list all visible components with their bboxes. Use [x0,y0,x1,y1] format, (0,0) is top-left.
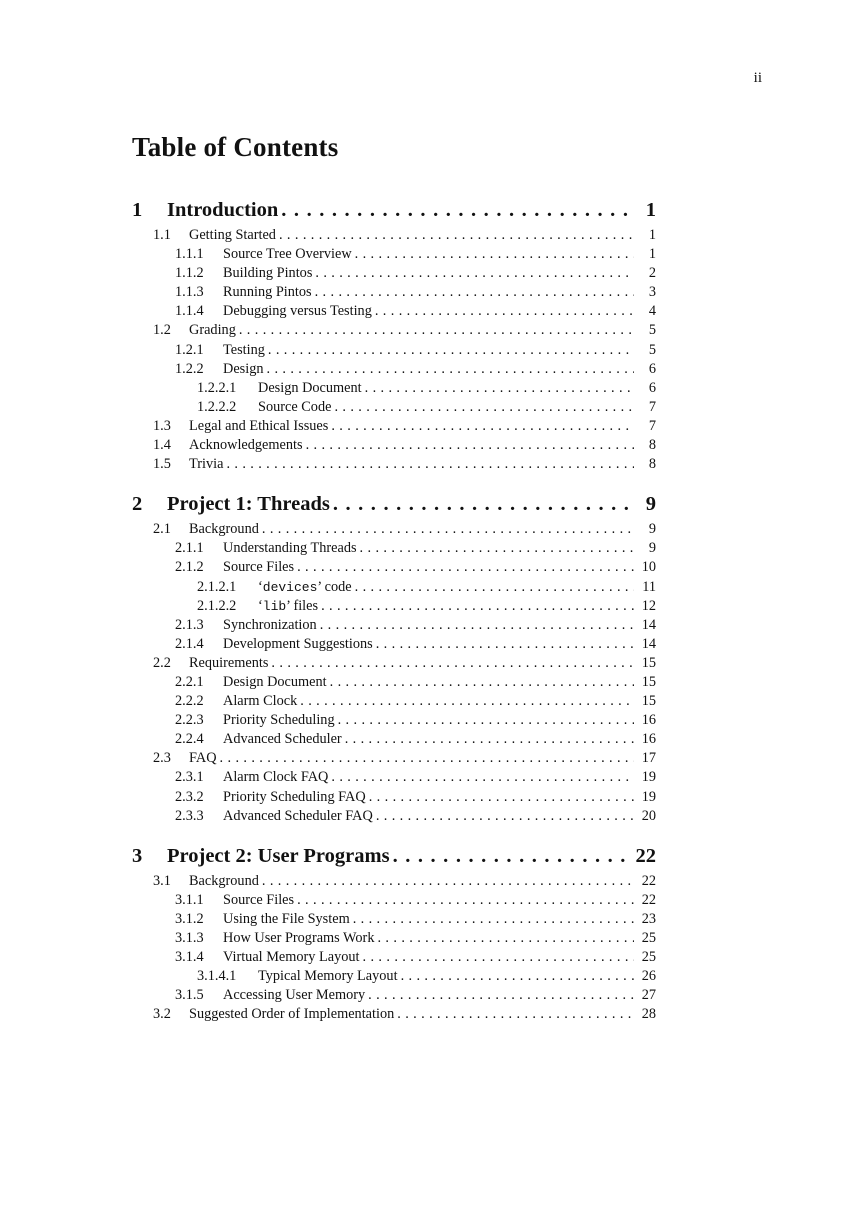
toc-entry-number: 3.1.5 [175,987,204,1004]
toc-sub-entry[interactable] [132,539,656,558]
toc-entry-page: 17 [641,750,656,767]
toc-sub-entry[interactable] [132,891,656,910]
toc-entry-title: Advanced Scheduler FAQ [223,807,373,824]
toc-sub-entry[interactable] [132,730,656,749]
toc-entry-number: 1.2.2 [175,360,204,377]
toc-entry-number: 1.1.3 [175,284,204,301]
toc-entry-number: 1.2.2.1 [197,379,237,396]
toc-dot-leader [306,436,634,455]
toc-entry-number: 3 [132,844,143,867]
toc-entry-title: Project 2: User Programs [167,844,390,867]
toc-entry-page: 14 [641,635,656,652]
toc-entry-page: 16 [641,712,656,729]
toc-entry-title: Acknowledgements [189,437,303,454]
toc-sub-entry[interactable] [132,692,656,711]
toc-sub-entry[interactable] [132,616,656,635]
toc-dot-leader [360,539,634,558]
toc-entry-title: How User Programs Work [223,930,375,946]
toc-section-entry[interactable] [132,654,656,673]
toc-subsub-entry[interactable] [132,379,656,398]
toc-entry-number: 3.1.2 [175,910,204,927]
toc-sub-entry[interactable] [132,788,656,807]
toc-entry-page: 8 [648,437,656,454]
toc-entry-title: Virtual Memory Layout [223,949,360,966]
toc-entry-title: Typical Memory Layout [258,968,398,985]
toc-dot-leader [268,341,634,360]
toc-dot-leader [320,616,634,635]
toc-chapter-entry[interactable] [132,841,656,871]
toc-dot-leader [368,986,634,1005]
toc-chapter-block [132,195,656,474]
toc-entry-page: 23 [641,910,656,927]
toc-dot-leader [377,929,634,948]
toc-dot-leader [279,226,634,245]
toc-entry-page: 6 [648,379,656,396]
toc-dot-leader [369,788,634,807]
toc-entry-number: 1.1.4 [175,303,204,320]
toc-sub-entry[interactable] [132,360,656,379]
toc-entry-title: Source Files [223,891,295,908]
toc-entry-number: 1.5 [153,456,171,473]
toc-entry-number: 2.2 [153,654,171,671]
toc-dot-leader [281,195,630,225]
toc-entry-number: 1.2.2.2 [197,398,237,415]
toc-sub-entry[interactable] [132,910,656,929]
toc-entry-number: 2.3.2 [175,788,204,805]
toc-dot-leader [393,841,630,871]
toc-entry-title: Introduction [167,199,279,221]
toc-dot-leader [271,654,634,673]
toc-entry-page: 19 [641,788,656,805]
toc-entry-number: 1.1.1 [175,246,204,263]
toc-entry-title: Debugging versus Testing [223,303,372,320]
toc-entry-page: 11 [642,578,656,595]
toc-entry-title: Priority Scheduling FAQ [223,788,366,805]
toc-chapter-entry[interactable] [132,489,656,519]
toc-dot-leader [267,360,634,379]
toc-sub-entry[interactable] [132,929,656,948]
toc-entry-title: Source Files [223,559,295,576]
toc-entry-title: Getting Started [189,227,276,243]
toc-entry-number: 2.1.1 [175,540,204,557]
toc-entry-page: 1 [648,246,656,263]
toc-entry-number: 2.1.2.2 [197,597,237,614]
toc-entry-page: 7 [648,398,656,415]
toc-subsub-entry[interactable] [132,578,656,597]
toc-entry-number: 3.1.3 [175,930,204,946]
toc-sub-entry[interactable] [132,635,656,654]
toc-entry-number: 1.2.1 [175,341,204,358]
toc-entry-number: 3.1.4 [175,949,204,966]
toc-entry-number: 2.3 [153,750,171,767]
toc-entry-title: Testing [223,341,265,358]
toc-entry-title: Design Document [223,673,327,690]
toc-entry-page: 25 [641,930,656,946]
toc-entry-page: 27 [641,987,656,1004]
toc-entry-number: 2.1.2.1 [197,578,237,595]
toc-entry-title: Priority Scheduling [223,712,335,729]
toc-sub-entry[interactable] [132,768,656,787]
toc-entry-title: Alarm Clock [223,693,298,710]
toc-dot-leader [262,872,634,891]
toc-entry-number: 2.2.1 [175,673,204,690]
toc-dot-leader [333,489,630,519]
toc-entry-title: Advanced Scheduler [223,731,342,748]
toc-dot-leader [375,302,634,321]
toc-entry-number: 2.3.1 [175,769,204,786]
toc-entry-page: 6 [648,360,656,377]
toc-entry-page: 15 [641,654,656,671]
toc-entry-page: 1 [645,199,656,221]
toc-entry-title: Development Suggestions [223,635,373,652]
toc-section-entry[interactable] [132,520,656,539]
toc-entry-title: Alarm Clock FAQ [223,769,329,786]
toc-entry-page: 9 [645,493,656,516]
toc-chapter-entry[interactable] [132,195,656,225]
toc-entry-title: Synchronization [223,616,317,633]
toc-entry-title: Source Tree Overview [223,246,352,263]
toc-entry-number: 2 [132,493,143,516]
toc-dot-leader [330,673,634,692]
toc-entry-number: 1.1.2 [175,265,204,282]
toc-dot-leader [239,321,634,340]
toc-entry-page: 1 [648,227,656,243]
toc-entry-page: 4 [648,303,656,320]
toc-dot-leader [353,910,634,929]
toc-entry-page: 3 [648,284,656,301]
toc-entry-page: 7 [648,417,656,434]
toc-entry-number: 2.2.4 [175,731,204,748]
toc-section-entry[interactable] [132,872,656,891]
toc-sub-entry[interactable] [132,245,656,264]
toc-entry-title: Suggested Order of Implementation [189,1006,395,1023]
toc-entry-title: FAQ [189,750,217,767]
toc-entry-page: 14 [641,616,656,633]
toc-entry-title: Legal and Ethical Issues [189,417,329,434]
toc-chapter-block [132,841,656,1025]
toc-dot-leader [345,730,634,749]
toc-entry-page: 15 [641,693,656,710]
toc-entry-page: 2 [648,265,656,282]
toc-entry-title: Using the File System [223,910,350,927]
toc-entry-title: Source Code [258,398,332,415]
toc-entry-page: 15 [641,673,656,690]
toc-entry-title: Running Pintos [223,284,312,301]
toc-entry-code: lib [262,598,287,614]
toc-entry-page: 19 [641,769,656,786]
toc-entry-number: 3.1.1 [175,891,204,908]
page-title: Table of Contents [132,132,339,162]
toc-dot-leader [331,417,634,436]
toc-section-entry[interactable] [132,417,656,436]
toc-entry-page: 16 [641,731,656,748]
toc-section-entry[interactable] [132,455,656,474]
toc-sub-entry[interactable] [132,283,656,302]
toc-entry-number: 1.3 [153,417,171,434]
toc-dot-leader [376,635,634,654]
toc-dot-leader [397,1005,634,1024]
toc-entry-title: ‘devices’ code [258,578,352,595]
toc-section-entry[interactable] [132,226,656,245]
toc-entry-title: Building Pintos [223,265,313,282]
toc-entry-number: 2.1.3 [175,616,204,633]
toc-dot-leader [297,558,634,577]
toc-dot-leader [355,578,634,597]
toc-dot-leader [363,948,634,967]
toc-sub-entry[interactable] [132,302,656,321]
toc-entry-number: 2.2.2 [175,693,204,710]
toc-entry-title: ‘lib’ files [258,597,319,614]
toc-entry-title: Project 1: Threads [167,493,330,516]
toc-entry-page: 20 [641,807,656,824]
toc-sub-entry[interactable] [132,986,656,1005]
toc-entry-number: 2.3.3 [175,807,204,824]
toc-entry-title: Understanding Threads [223,540,357,557]
toc-chapter-block [132,489,656,826]
toc-entry-number: 1 [132,199,143,221]
toc-dot-leader [321,597,634,616]
toc-dot-leader [338,711,634,730]
toc-entry-page: 28 [641,1006,656,1023]
toc-dot-leader [262,520,634,539]
toc-dot-leader [315,283,634,302]
toc-entry-number: 2.1 [153,521,171,538]
toc-sub-entry[interactable] [132,948,656,967]
toc-entry-number: 1.4 [153,437,171,454]
toc-dot-leader [331,768,634,787]
toc-entry-number: 2.1.2 [175,559,204,576]
toc-entry-code: devices [262,579,318,595]
toc-entry-page: 5 [648,341,656,358]
toc-dot-leader [401,967,634,986]
page-number: ii [753,70,762,86]
toc-entry-number: 2.1.4 [175,635,204,652]
table-of-contents [132,195,656,1039]
toc-entry-number: 3.1.4.1 [197,968,237,985]
toc-subsub-entry[interactable] [132,398,656,417]
toc-sub-entry[interactable] [132,711,656,730]
toc-entry-number: 2.2.3 [175,712,204,729]
toc-entry-page: 9 [648,540,656,557]
toc-entry-number: 3.2 [153,1006,171,1023]
toc-entry-page: 25 [641,949,656,966]
toc-entry-page: 22 [641,891,656,908]
toc-entry-number: 1.2 [153,322,171,339]
toc-entry-page: 12 [641,597,656,614]
toc-section-entry[interactable] [132,321,656,340]
toc-entry-title: Trivia [189,456,224,473]
toc-dot-leader [220,749,634,768]
toc-entry-number: 1.1 [153,227,171,243]
toc-entry-page: 22 [641,872,656,889]
toc-entry-page: 26 [641,968,656,985]
toc-subsub-entry[interactable] [132,967,656,986]
toc-section-entry[interactable] [132,436,656,455]
toc-entry-page: 10 [641,559,656,576]
toc-sub-entry[interactable] [132,264,656,283]
toc-dot-leader [315,264,634,283]
toc-sub-entry[interactable] [132,673,656,692]
toc-section-entry[interactable] [132,1005,656,1024]
toc-entry-title: Grading [189,322,236,339]
toc-entry-title: Requirements [189,654,269,671]
toc-sub-entry[interactable] [132,341,656,360]
toc-entry-number: 3.1 [153,872,171,889]
toc-entry-title: Accessing User Memory [223,987,366,1004]
toc-entry-page: 22 [635,844,656,867]
toc-entry-title: Design Document [258,379,362,396]
toc-entry-title: Design [223,360,264,377]
toc-dot-leader [376,807,634,826]
toc-section-entry[interactable] [132,749,656,768]
toc-entry-title: Background [189,521,259,538]
toc-dot-leader [365,379,634,398]
toc-entry-page: 8 [648,456,656,473]
toc-dot-leader [226,455,634,474]
toc-dot-leader [355,245,634,264]
toc-entry-page: 5 [648,322,656,339]
toc-entry-page: 9 [648,521,656,538]
toc-entry-title: Background [189,872,259,889]
toc-dot-leader [297,891,634,910]
toc-subsub-entry[interactable] [132,597,656,616]
toc-dot-leader [334,398,634,417]
toc-sub-entry[interactable] [132,807,656,826]
toc-dot-leader [300,692,634,711]
toc-sub-entry[interactable] [132,558,656,577]
